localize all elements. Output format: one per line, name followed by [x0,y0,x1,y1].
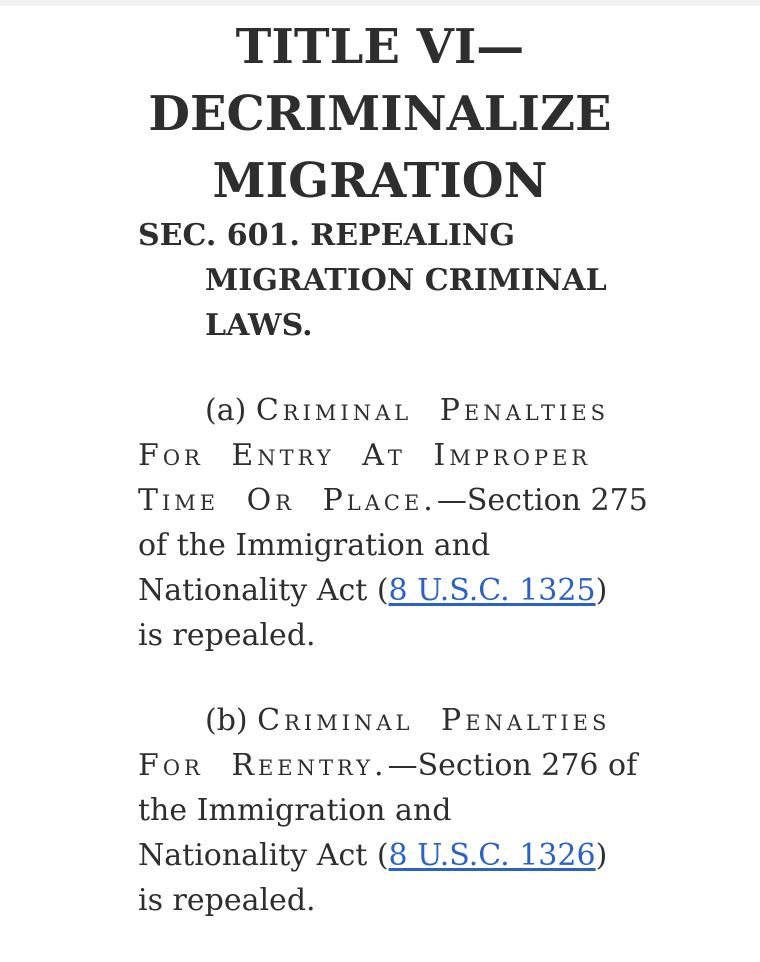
citation-link-8-usc-1326[interactable]: 8 U.S.C. 1326 [388,838,596,873]
section-heading-line-2: MIGRATION CRIMINAL [205,263,607,298]
subsection-a-line-3 [138,478,648,523]
subsection-a-line-5 [138,568,628,613]
section-heading-line-1: SEC. 601. REPEALING [138,218,515,253]
subsection-a-line-4: of the Immigration and [138,528,491,563]
subsection-b-line-3: the Immigration and [138,793,452,828]
subsection-b-line-1 [138,698,628,743]
subsection-b-heading-2: For Reentry. [138,748,388,783]
subsection-a-line-6: is repealed. [138,618,316,653]
title-heading [138,14,622,215]
title-line-2: DECRIMINALIZE [148,86,612,142]
subsection-a-text-5-pre: Nationality Act ( [138,573,389,608]
subsection-b-line-5: is repealed. [138,883,316,918]
subsection-b-marker: (b) [205,703,258,738]
title-line-1: TITLE VI— [235,19,525,75]
subsection-a-marker: (a) [205,393,256,428]
subsection-b-text-2: —Section 276 of [387,748,638,783]
citation-link-8-usc-1325[interactable]: 8 U.S.C. 1325 [388,573,596,608]
subsection-a-line-2 [138,433,628,478]
subsection-a-text-3: —Section 275 [436,483,648,518]
subsection-a-heading-2: For Entry At Improper [138,438,592,473]
subsection-b-text-4-pre: Nationality Act ( [138,838,389,873]
subsection-a-heading-3: Time Or Place. [138,483,437,518]
subsection-b-heading-1: Criminal Penalties [257,703,611,738]
subsection-b [138,698,638,923]
top-strip [0,0,760,6]
section-heading-line-3: LAWS. [205,308,313,343]
subsection-b-line-2 [138,743,638,788]
title-line-3: MIGRATION [212,153,548,209]
section-heading [138,213,638,348]
subsection-b-text-4-post: ) [595,838,608,873]
subsection-a-heading-1: Criminal Penalties [255,393,610,428]
subsection-b-line-4 [138,833,628,878]
subsection-a-text-5-post: ) [595,573,608,608]
subsection-a-line-1 [138,388,628,433]
subsection-a [138,388,648,658]
